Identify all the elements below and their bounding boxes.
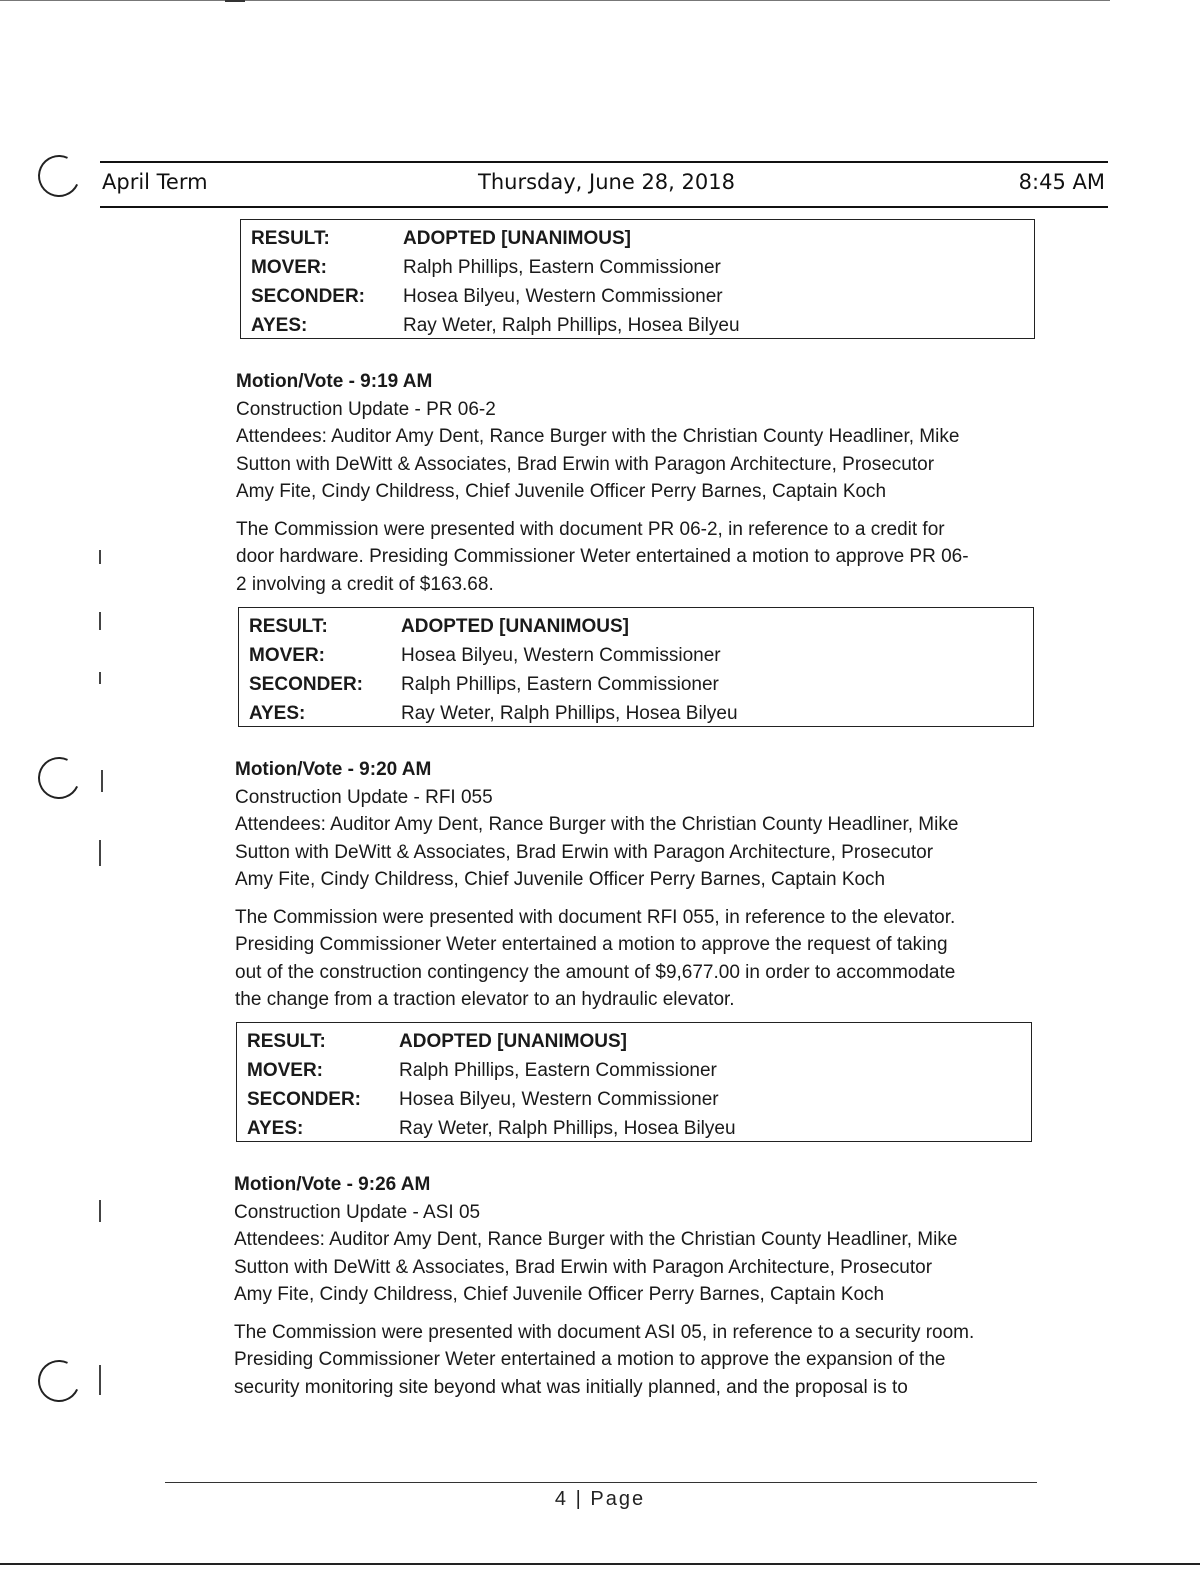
vote-result-table xyxy=(240,219,1035,339)
vote-label: SECONDER: xyxy=(251,285,366,307)
vote-row-ayes xyxy=(249,699,1023,728)
vote-row-result xyxy=(251,224,1024,253)
description-line: 2 involving a credit of $163.68. xyxy=(236,573,494,595)
scan-bottom-edge xyxy=(0,1563,1200,1565)
scan-speck xyxy=(99,1200,101,1222)
vote-label: AYES: xyxy=(251,314,308,336)
vote-value: ADOPTED [UNANIMOUS] xyxy=(403,227,631,249)
header-time: 8:45 AM xyxy=(1018,170,1105,194)
attendees-line: Attendees: Auditor Amy Dent, Rance Burger with the Christian County Headliner, Mike xyxy=(235,814,959,835)
description-line: door hardware. Presiding Commissioner Weter entertained a motion to approve PR 06- xyxy=(236,546,969,567)
description-line: The Commission were presented with document ASI 05, in reference to a security room. xyxy=(234,1321,975,1343)
vote-row-mover xyxy=(247,1056,1021,1085)
scan-speck xyxy=(99,1365,101,1395)
vote-value: Ralph Phillips, Eastern Commissioner xyxy=(403,256,721,278)
attendees-line: Sutton with DeWitt & Associates, Brad Erwin with Paragon Architecture, Prosecutor xyxy=(236,453,935,475)
motion-title: Motion/Vote - 9:26 AM xyxy=(234,1174,431,1195)
vote-row-ayes xyxy=(251,311,1024,340)
vote-value: ADOPTED [UNANIMOUS] xyxy=(399,1030,627,1052)
vote-value: Hosea Bilyeu, Western Commissioner xyxy=(401,644,721,666)
vote-label: RESULT: xyxy=(251,227,330,249)
scan-speck xyxy=(99,672,101,684)
vote-row-mover xyxy=(249,641,1023,670)
scan-speck xyxy=(101,770,103,792)
page-separator: | xyxy=(575,1488,583,1510)
page-number: 4 xyxy=(554,1488,569,1510)
motion-section xyxy=(236,368,1036,598)
vote-value: Ray Weter, Ralph Phillips, Hosea Bilyeu xyxy=(401,702,738,724)
description-line: security monitoring site beyond what was initially planned, and the proposal is to xyxy=(234,1376,908,1398)
attendees-line: Sutton with DeWitt & Associates, Brad Erwin with Paragon Architecture, Prosecutor xyxy=(235,841,934,863)
vote-row-seconder xyxy=(247,1085,1021,1114)
vote-label: SECONDER: xyxy=(247,1088,362,1110)
vote-row-result xyxy=(247,1027,1021,1056)
motion-subject: Construction Update - PR 06-2 xyxy=(236,398,496,420)
attendees-line: Attendees: Auditor Amy Dent, Rance Burger with the Christian County Headliner, Mike xyxy=(234,1229,958,1250)
scan-speck xyxy=(99,550,101,564)
vote-row-seconder xyxy=(251,282,1024,311)
motion-subject: Construction Update - RFI 055 xyxy=(235,786,493,808)
vote-label: RESULT: xyxy=(247,1030,326,1052)
description-line: Presiding Commissioner Weter entertained a motion to approve the request of taking xyxy=(235,934,948,955)
vote-value: Ralph Phillips, Eastern Commissioner xyxy=(401,673,719,695)
footer-rule xyxy=(165,1482,1037,1483)
punch-hole-middle xyxy=(32,751,86,805)
header-rule-bottom xyxy=(100,206,1108,208)
header-rule-top xyxy=(100,161,1108,163)
description-line: Presiding Commissioner Weter entertained a motion to approve the expansion of the xyxy=(234,1349,946,1370)
vote-row-mover xyxy=(251,253,1024,282)
description-line: The Commission were presented with document PR 06-2, in reference to a credit for xyxy=(236,518,945,540)
motion-subject: Construction Update - ASI 05 xyxy=(234,1201,481,1223)
vote-value: Ralph Phillips, Eastern Commissioner xyxy=(399,1059,717,1081)
vote-value: Ray Weter, Ralph Phillips, Hosea Bilyeu xyxy=(399,1117,736,1139)
motion-section xyxy=(235,756,1035,1014)
attendees-line: Attendees: Auditor Amy Dent, Rance Burger with the Christian County Headliner, Mike xyxy=(236,426,960,447)
attendees-line: Amy Fite, Cindy Childress, Chief Juvenile Officer Perry Barnes, Captain Koch xyxy=(235,869,886,890)
vote-value: Hosea Bilyeu, Western Commissioner xyxy=(399,1088,719,1110)
motion-title: Motion/Vote - 9:20 AM xyxy=(235,759,432,780)
vote-value: Ray Weter, Ralph Phillips, Hosea Bilyeu xyxy=(403,314,740,336)
vote-result-table xyxy=(238,607,1034,727)
vote-label: SECONDER: xyxy=(249,673,364,695)
vote-label: MOVER: xyxy=(247,1059,323,1081)
scan-mark xyxy=(225,0,245,2)
vote-result-table xyxy=(236,1022,1032,1142)
vote-label: AYES: xyxy=(247,1117,304,1139)
vote-value: Hosea Bilyeu, Western Commissioner xyxy=(403,285,723,307)
header-date: Thursday, June 28, 2018 xyxy=(478,170,735,194)
vote-row-ayes xyxy=(247,1114,1021,1143)
vote-label: RESULT: xyxy=(249,615,328,637)
header-term: April Term xyxy=(102,170,208,194)
motion-title: Motion/Vote - 9:19 AM xyxy=(236,371,433,392)
punch-hole-bottom xyxy=(32,1354,86,1408)
scan-speck xyxy=(99,612,101,630)
vote-row-seconder xyxy=(249,670,1023,699)
page-footer xyxy=(0,1488,1200,1511)
vote-value: ADOPTED [UNANIMOUS] xyxy=(401,615,629,637)
attendees-line: Amy Fite, Cindy Childress, Chief Juvenile Officer Perry Barnes, Captain Koch xyxy=(234,1284,885,1305)
description-line: out of the construction contingency the amount of $9,677.00 in order to accommodate xyxy=(235,961,956,983)
motion-section xyxy=(234,1171,1034,1401)
page-label: Page xyxy=(590,1488,646,1510)
attendees-line: Amy Fite, Cindy Childress, Chief Juvenile Officer Perry Barnes, Captain Koch xyxy=(236,481,887,502)
vote-row-result xyxy=(249,612,1023,641)
vote-label: AYES: xyxy=(249,702,306,724)
scan-top-edge xyxy=(0,0,1110,1)
attendees-line: Sutton with DeWitt & Associates, Brad Erwin with Paragon Architecture, Prosecutor xyxy=(234,1256,933,1278)
vote-label: MOVER: xyxy=(251,256,327,278)
description-line: The Commission were presented with document RFI 055, in reference to the elevator. xyxy=(235,906,956,928)
vote-label: MOVER: xyxy=(249,644,325,666)
description-line: the change from a traction elevator to an hydraulic elevator. xyxy=(235,989,735,1010)
scan-speck xyxy=(99,840,101,866)
